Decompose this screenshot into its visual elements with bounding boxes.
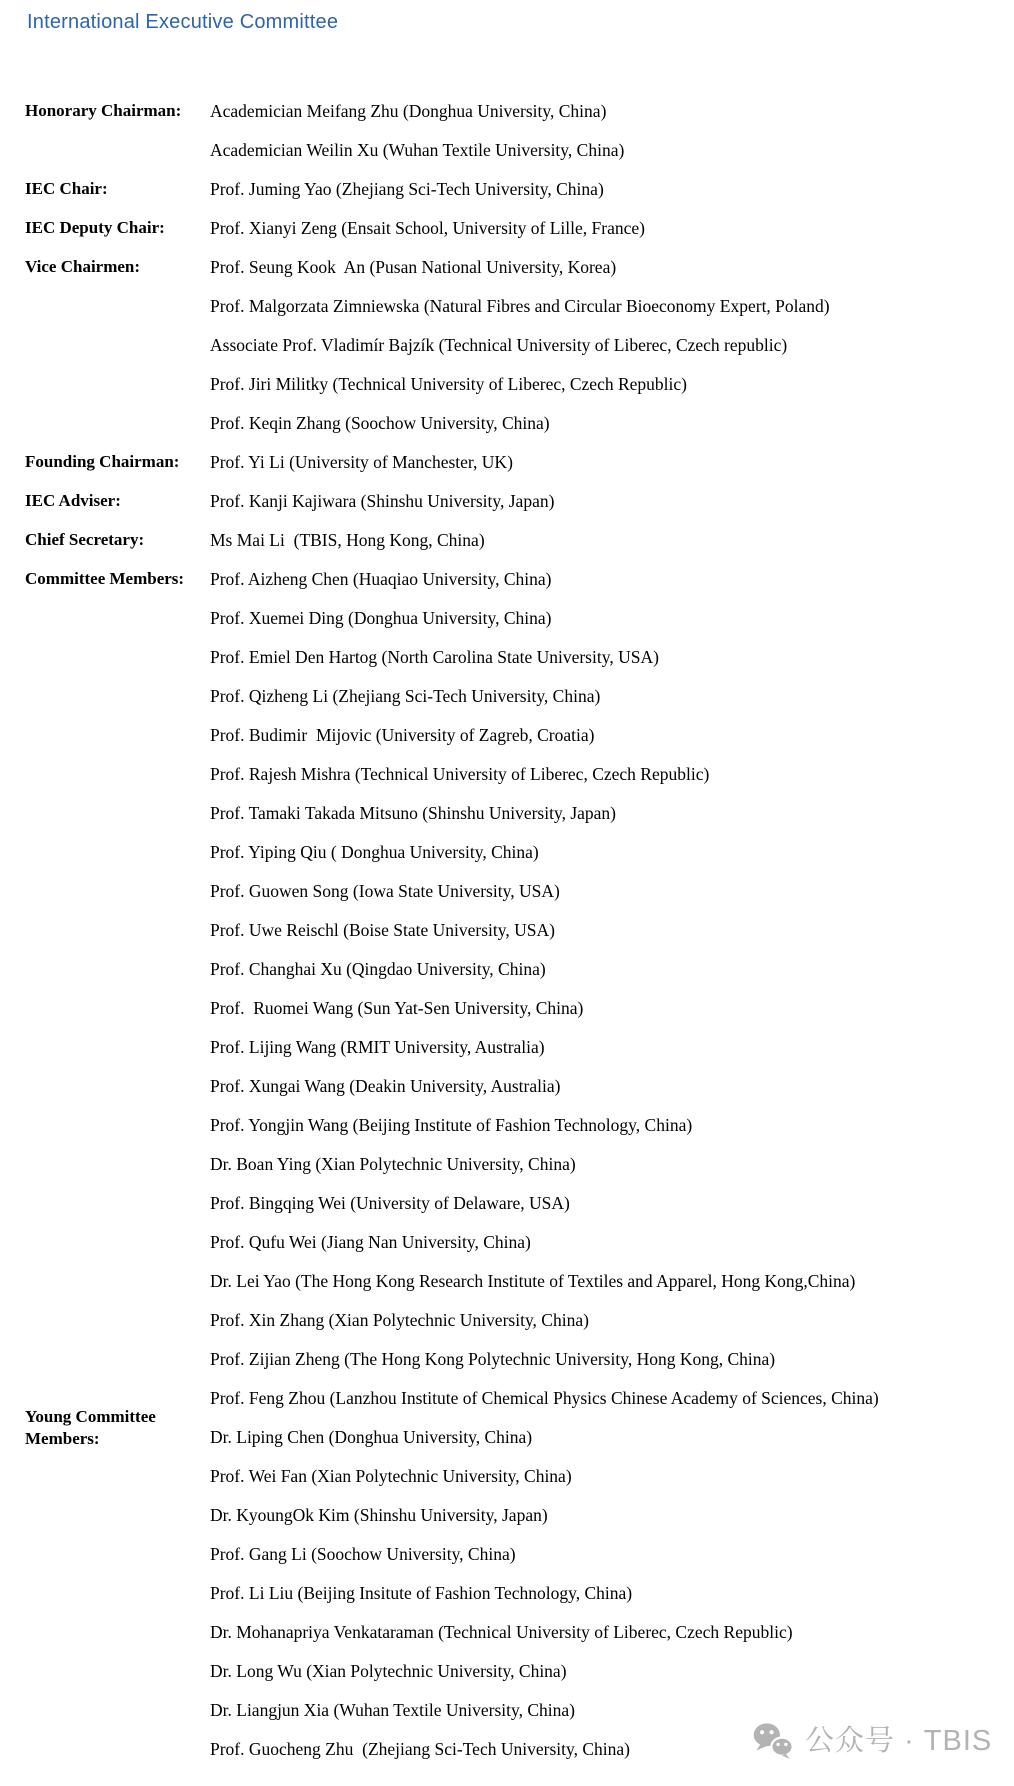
member-entry: Prof. Budimir Mijovic (University of Zagreb, Croatia): [210, 725, 595, 745]
role-label: Honorary Chairman:: [25, 101, 182, 120]
member-entry: Prof. Yiping Qiu ( Donghua University, China): [210, 842, 539, 862]
member-entry: Dr. Boan Ying (Xian Polytechnic University, China): [210, 1154, 576, 1174]
member-list: [210, 256, 996, 451]
member-list: [210, 529, 996, 568]
member-entry: Prof. Guocheng Zhu (Zhejiang Sci-Tech University, China): [210, 1739, 630, 1759]
role-label: Committee Members:: [25, 569, 185, 588]
member-entry: Prof. Gang Li (Soochow University, China): [210, 1544, 516, 1564]
member-entry: Dr. Mohanapriya Venkataraman (Technical University of Liberec, Czech Republic): [210, 1622, 793, 1642]
member-entry: Prof. Rajesh Mishra (Technical University of Liberec, Czech Republic): [210, 764, 710, 784]
member-entry: Prof. Zijian Zheng (The Hong Kong Polytechnic University, Hong Kong, China): [210, 1349, 776, 1369]
member-entry: Ms Mai Li (TBIS, Hong Kong, China): [210, 530, 485, 550]
member-entry: Prof. Xuemei Ding (Donghua University, China): [210, 608, 552, 628]
member-entry: Prof. Xungai Wang (Deakin University, Australia): [210, 1076, 561, 1096]
member-list: [210, 451, 996, 490]
committee-section-chief-secretary: [25, 529, 996, 568]
role-label: IEC Chair:: [25, 179, 108, 198]
role-label: Vice Chairmen:: [25, 257, 141, 276]
member-entry: Associate Prof. Vladimír Bajzík (Technical University of Liberec, Czech republic): [210, 335, 788, 355]
role-label: Young Committee Members:: [25, 1407, 161, 1448]
member-entry: Prof. Xianyi Zeng (Ensait School, University of Lille, France): [210, 218, 645, 238]
committee-section-vice-chairmen: [25, 256, 996, 451]
member-entry: Prof. Emiel Den Hartog (North Carolina State University, USA): [210, 647, 659, 667]
member-entry: Prof. Kanji Kajiwara (Shinshu University, Japan): [210, 491, 555, 511]
member-entry: Prof. Feng Zhou (Lanzhou Institute of Chemical Physics Chinese Academy of Sciences, China): [210, 1388, 879, 1408]
committee-section-iec-adviser: [25, 490, 996, 529]
committee-section-honorary-chairman: [25, 100, 996, 178]
member-entry: Prof. Changhai Xu (Qingdao University, China): [210, 959, 546, 979]
role-label: IEC Adviser:: [25, 491, 121, 510]
committee-section-committee-members: [25, 568, 996, 1426]
committee-list: [25, 100, 996, 1777]
committee-section-iec-chair: [25, 178, 996, 217]
member-entry: Prof. Li Liu (Beijing Insitute of Fashion Technology, China): [210, 1583, 633, 1603]
member-entry: Prof. Bingqing Wei (University of Delaware, USA): [210, 1193, 570, 1213]
committee-section-iec-deputy-chair: [25, 217, 996, 256]
wechat-icon: [752, 1722, 794, 1760]
member-entry: Prof. Wei Fan (Xian Polytechnic University, China): [210, 1466, 572, 1486]
member-list: [210, 178, 996, 217]
wechat-watermark: [752, 1722, 992, 1760]
member-entry: Prof. Juming Yao (Zhejiang Sci-Tech University, China): [210, 179, 604, 199]
watermark-text: 公众号 · TBIS: [805, 1725, 993, 1757]
member-entry: Dr. Liping Chen (Donghua University, China): [210, 1427, 533, 1447]
role-label: IEC Deputy Chair:: [25, 218, 165, 237]
member-entry: Prof. Guowen Song (Iowa State University, USA): [210, 881, 560, 901]
role-label: Founding Chairman:: [25, 452, 180, 471]
role-label: Chief Secretary:: [25, 530, 145, 549]
member-entry: Prof. Ruomei Wang (Sun Yat-Sen University, China): [210, 998, 584, 1018]
member-entry: Prof. Seung Kook An (Pusan National University, Korea): [210, 257, 617, 277]
member-entry: Prof. Qufu Wei (Jiang Nan University, China): [210, 1232, 531, 1252]
member-entry: Prof. Qizheng Li (Zhejiang Sci-Tech University, China): [210, 686, 601, 706]
member-entry: Prof. Malgorzata Zimniewska (Natural Fibres and Circular Bioeconomy Expert, Poland): [210, 296, 830, 316]
member-entry: Prof. Aizheng Chen (Huaqiao University, China): [210, 569, 552, 589]
member-entry: Prof. Yongjin Wang (Beijing Institute of Fashion Technology, China): [210, 1115, 693, 1135]
member-entry: Prof. Lijing Wang (RMIT University, Australia): [210, 1037, 545, 1057]
member-entry: Dr. Lei Yao (The Hong Kong Research Institute of Textiles and Apparel, Hong Kong,China): [210, 1271, 856, 1291]
member-list: [210, 217, 996, 256]
member-list: [210, 568, 996, 1426]
member-entry: Prof. Yi Li (University of Manchester, UK): [210, 452, 513, 472]
member-entry: Dr. Liangjun Xia (Wuhan Textile University, China): [210, 1700, 576, 1720]
member-entry: Academician Weilin Xu (Wuhan Textile University, China): [210, 140, 625, 160]
member-entry: Prof. Tamaki Takada Mitsuno (Shinshu University, Japan): [210, 803, 616, 823]
member-entry: Prof. Uwe Reischl (Boise State University, USA): [210, 920, 555, 940]
member-entry: Dr. Long Wu (Xian Polytechnic University, China): [210, 1661, 567, 1681]
member-list: [210, 100, 996, 178]
member-entry: Prof. Keqin Zhang (Soochow University, China): [210, 413, 550, 433]
page-title: International Executive Committee: [27, 11, 339, 33]
member-entry: Prof. Xin Zhang (Xian Polytechnic University, China): [210, 1310, 589, 1330]
member-list: [210, 490, 996, 529]
committee-section-founding-chairman: [25, 451, 996, 490]
member-entry: Dr. KyoungOk Kim (Shinshu University, Japan): [210, 1505, 548, 1525]
member-entry: Academician Meifang Zhu (Donghua University, China): [210, 101, 607, 121]
member-entry: Prof. Jiri Militky (Technical University of Liberec, Czech Republic): [210, 374, 687, 394]
